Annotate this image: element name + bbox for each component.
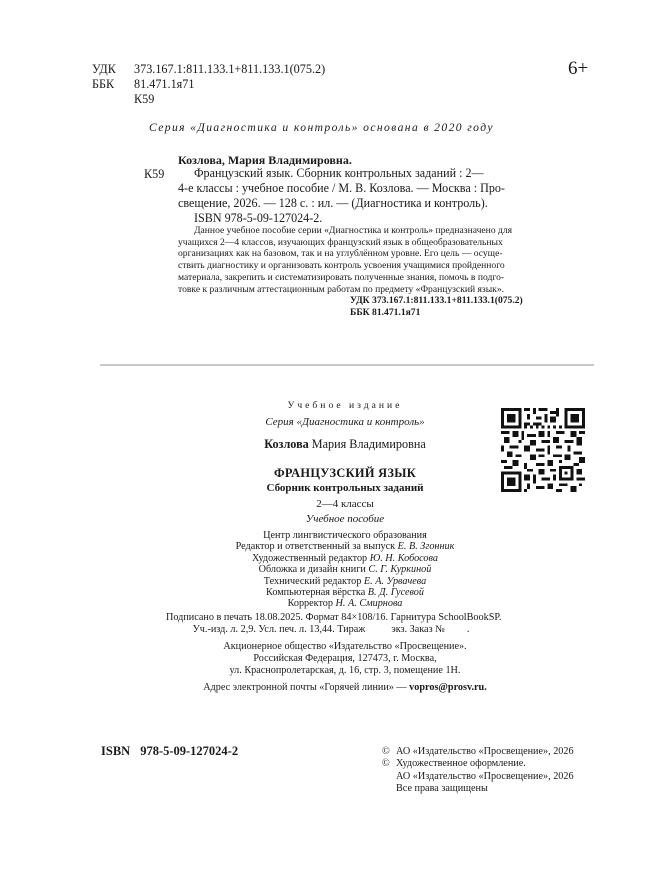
publisher-line: Российская Федерация, 127473, г. Москва, [253, 653, 437, 664]
credit-line: Обложка и дизайн книги С. Г. Куркиной [258, 564, 432, 576]
classification-block [92, 62, 325, 107]
catalog-card-line: свещение, 2026. — 128 с. : ил. — (Диагностика и контроль). [178, 196, 488, 210]
hotline-label: Адрес электронной почты «Горячей линии» — [203, 682, 410, 693]
author-surname: Козлова [264, 437, 309, 451]
udk-value: 373.167.1:811.133.1+811.133.1(075.2) [134, 62, 326, 76]
credit-line: Компьютерная вёрстка В. Д. Гусевой [266, 587, 424, 599]
copyright-icon: © [382, 746, 390, 757]
qr-code-icon [501, 408, 585, 492]
publisher-line: Акционерное общество «Издательство «Просвещение». [223, 641, 467, 652]
udk-label: УДК [92, 62, 116, 76]
annotation-line: материала, закрепить и систематизировать полученные знания, помочь в подго- [178, 271, 505, 283]
annotation-line: ствить диагностику и организовать контроль усвоения учащимися пройденного [178, 260, 505, 272]
section-divider [100, 364, 594, 366]
bbk-label: ББК [92, 77, 115, 91]
book-subtitle: Сборник контрольных заданий [266, 482, 424, 494]
hotline-email: vopros@prosv.ru. [409, 682, 487, 693]
bbk-bottom: ББК 81.471.1я71 [350, 306, 421, 318]
copyright-line: © Художественное оформление. [382, 758, 526, 770]
credit-line: Художественный редактор Ю. Н. Кобосова [252, 552, 438, 564]
book-type: Учебное пособие [305, 513, 385, 525]
isbn-footer [101, 744, 238, 759]
annotation-line: Данное учебное пособие серии «Диагностика и контроль» предназначено для [194, 225, 513, 236]
udk-bottom: УДК 373.167.1:811.133.1+811.133.1(075.2) [350, 295, 523, 307]
print-line-2: Уч.-изд. л. 2,9. Усл. печ. л. 13,44. Тираж экз. Заказ № . [192, 624, 470, 635]
author-mark: К59 [134, 92, 155, 106]
catalog-card-line: Французский язык. Сборник контрольных заданий : 2— [194, 166, 484, 180]
rights-reserved: Все права защищены [396, 783, 488, 795]
isbn-label: ISBN [101, 744, 131, 758]
catalog-card-code: К59 [144, 167, 165, 181]
isbn-value: 978-5-09-127024-2 [140, 744, 239, 758]
credit-line: Редактор и ответственный за выпуск Е. В. Згонник [235, 541, 455, 553]
publisher-line: ул. Краснопролетарская, д. 16, стр. 3, помещение 1Н. [229, 665, 461, 676]
copyright-line: АО «Издательство «Просвещение», 2026 [396, 770, 574, 782]
author-given-name: Мария Владимировна [308, 437, 426, 451]
series-name: Серия «Диагностика и контроль» [265, 416, 425, 428]
copyright-icon: © [382, 758, 390, 770]
catalog-card-body [178, 166, 578, 226]
annotation-line: товке к различным аттестационным работам по предмету «Французский язык». [178, 283, 505, 295]
credit-line: Технический редактор Е. А. Урвачева [263, 575, 427, 587]
imprint-author [150, 437, 540, 452]
bbk-value: 81.471.1я71 [134, 77, 195, 91]
credits-list [150, 530, 540, 610]
catalog-card-isbn: ISBN 978-5-09-127024-2. [194, 211, 323, 225]
credit-line: Центр лингвистического образования [263, 530, 427, 541]
hotline-info [150, 682, 540, 693]
series-founded-note: Серия «Диагностика и контроль» основана в 2020 году [149, 121, 494, 134]
catalog-card-author: Козлова, Мария Владимировна. [178, 153, 352, 167]
publisher-address [150, 641, 540, 677]
credit-line: Корректор Н. А. Смирнова [287, 598, 403, 610]
print-line-1: Подписано в печать 18.08.2025. Формат 84×108/16. Гарнитура SchoolBookSP. [166, 612, 502, 623]
print-info [166, 612, 502, 636]
age-rating: 6+ [568, 58, 589, 79]
book-grades: 2—4 классы [316, 498, 374, 510]
annotation [178, 225, 583, 319]
edition-type: Учебное издание [287, 400, 403, 411]
catalog-card-line: 4-е классы : учебное пособие / М. В. Козлова. — Москва : Про- [178, 181, 505, 195]
copyright-line: © АО «Издательство «Просвещение», 2026 [382, 746, 574, 757]
annotation-line: учащихся 2—4 классов, изучающих французский язык в общеобразовательных [178, 236, 503, 248]
copyright-block [382, 746, 574, 796]
annotation-line: организациях как на базовом, так и на углублённом уровне. Его цель — осуще- [178, 248, 503, 260]
book-title: ФРАНЦУЗСКИЙ ЯЗЫК [273, 466, 417, 480]
